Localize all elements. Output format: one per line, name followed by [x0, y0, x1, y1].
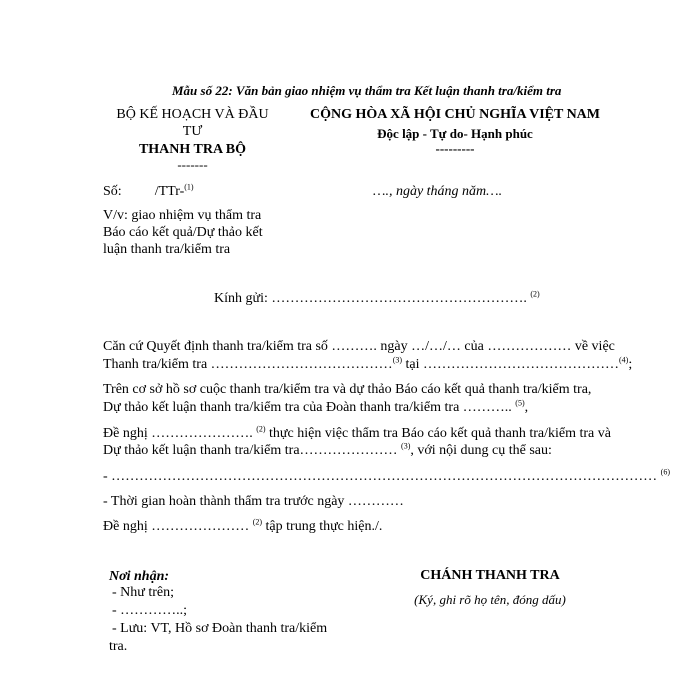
deadline-line: - Thời gian hoàn thành thẩm tra trước ngày ………… [103, 494, 404, 509]
date-line: …., ngày tháng năm…. [373, 184, 503, 199]
content-dots: - ……………………………………………………………………………………………………… [103, 469, 658, 484]
recipient-label: Kính gửi: [214, 291, 268, 306]
recipients-item-3: - Lưu: VT, Hồ sơ Đoàn thanh tra/kiểm [112, 621, 328, 636]
paragraph3-text-c: Dự thảo kết luận thanh tra/kiểm tra………………… [103, 443, 398, 458]
recipients-item-1: - Như trên; [112, 585, 175, 600]
recipients-item-2: - …………..; [112, 603, 188, 618]
paragraph1-text-c: ; [628, 357, 633, 372]
ministry-name-line2: TƯ [182, 124, 203, 139]
paragraph1-text-b: tại …………………………………… [402, 357, 620, 372]
form-title: Mẫu số 22: Văn bản giao nhiệm vụ thẩm tra Kết luận thanh tra/kiểm tra [172, 83, 562, 98]
number-label: Số: [103, 184, 122, 199]
paragraph2-line1: Trên cơ sở hồ sơ cuộc thanh tra/kiểm tra và dự thảo Báo cáo kết quả thanh tra/kiểm tra, [103, 382, 592, 397]
closing-text-a: Đề nghị ………………… [103, 519, 250, 534]
closing-line [103, 519, 382, 535]
subject-line-1: V/v: giao nhiệm vụ thẩm tra [103, 208, 262, 223]
ministry-name-line1: BỘ KẾ HOẠCH VÀ ĐẦU [116, 107, 269, 122]
paragraph2-end: , [524, 400, 529, 415]
subject-line-2: Báo cáo kết quả/Dự thảo kết [103, 225, 263, 240]
right-header-divider: --------- [435, 141, 475, 156]
national-motto: Độc lập - Tự do- Hạnh phúc [377, 126, 533, 141]
content-line [103, 469, 670, 485]
document-number [103, 184, 194, 200]
paragraph1-line1: Căn cứ Quyết định thanh tra/kiểm tra số ………. ngày …/…/… của ……………… về việc [103, 339, 615, 354]
country-name: CỘNG HÒA XÃ HỘI CHỦ NGHĨA VIỆT NAM [309, 107, 600, 122]
paragraph2-line2 [103, 400, 528, 416]
closing-text-b: tập trung thực hiện./. [262, 519, 383, 534]
note-2: (2) [530, 289, 540, 299]
paragraph3-text-a: Đề nghị …………………. [103, 426, 253, 441]
paragraph1-text-a: Thanh tra/kiểm tra ………………………………… [103, 357, 393, 372]
left-header-divider: ------- [177, 157, 208, 172]
note-3: (3) [392, 355, 403, 365]
signature-note: (Ký, ghi rõ họ tên, đóng dấu) [414, 592, 566, 607]
paragraph3-line1 [103, 426, 611, 442]
recipients-title: Nơi nhận: [109, 569, 170, 584]
subject-line-3: luận thanh tra/kiểm tra [103, 242, 231, 257]
note-1: (1) [184, 182, 194, 192]
note-5: (5) [515, 398, 525, 408]
recipients-item-4: tra. [109, 639, 128, 654]
note-2b: (2) [256, 424, 266, 434]
paragraph3-text-b: thực hiện việc thẩm tra Báo cáo kết quả thanh tra/kiểm tra và [265, 426, 611, 441]
recipient-line [214, 291, 540, 307]
paragraph1-line2 [103, 357, 632, 373]
note-6: (6) [660, 467, 670, 477]
note-4: (4) [619, 355, 629, 365]
note-3b: (3) [401, 441, 411, 451]
paragraph3-text-d: , với nội dung cụ thể sau: [410, 443, 552, 458]
number-code: /TTr- [154, 184, 185, 199]
signature-title: CHÁNH THANH TRA [420, 568, 560, 583]
agency-name: THANH TRA BỘ [138, 142, 247, 157]
note-2c: (2) [252, 517, 263, 527]
paragraph3-line2 [103, 443, 552, 459]
recipient-dots: ………………………………………………. [271, 291, 527, 306]
paragraph2-text: Dự thảo kết luận thanh tra/kiểm tra của Đoàn thanh tra/kiểm tra ……….. [103, 400, 512, 415]
